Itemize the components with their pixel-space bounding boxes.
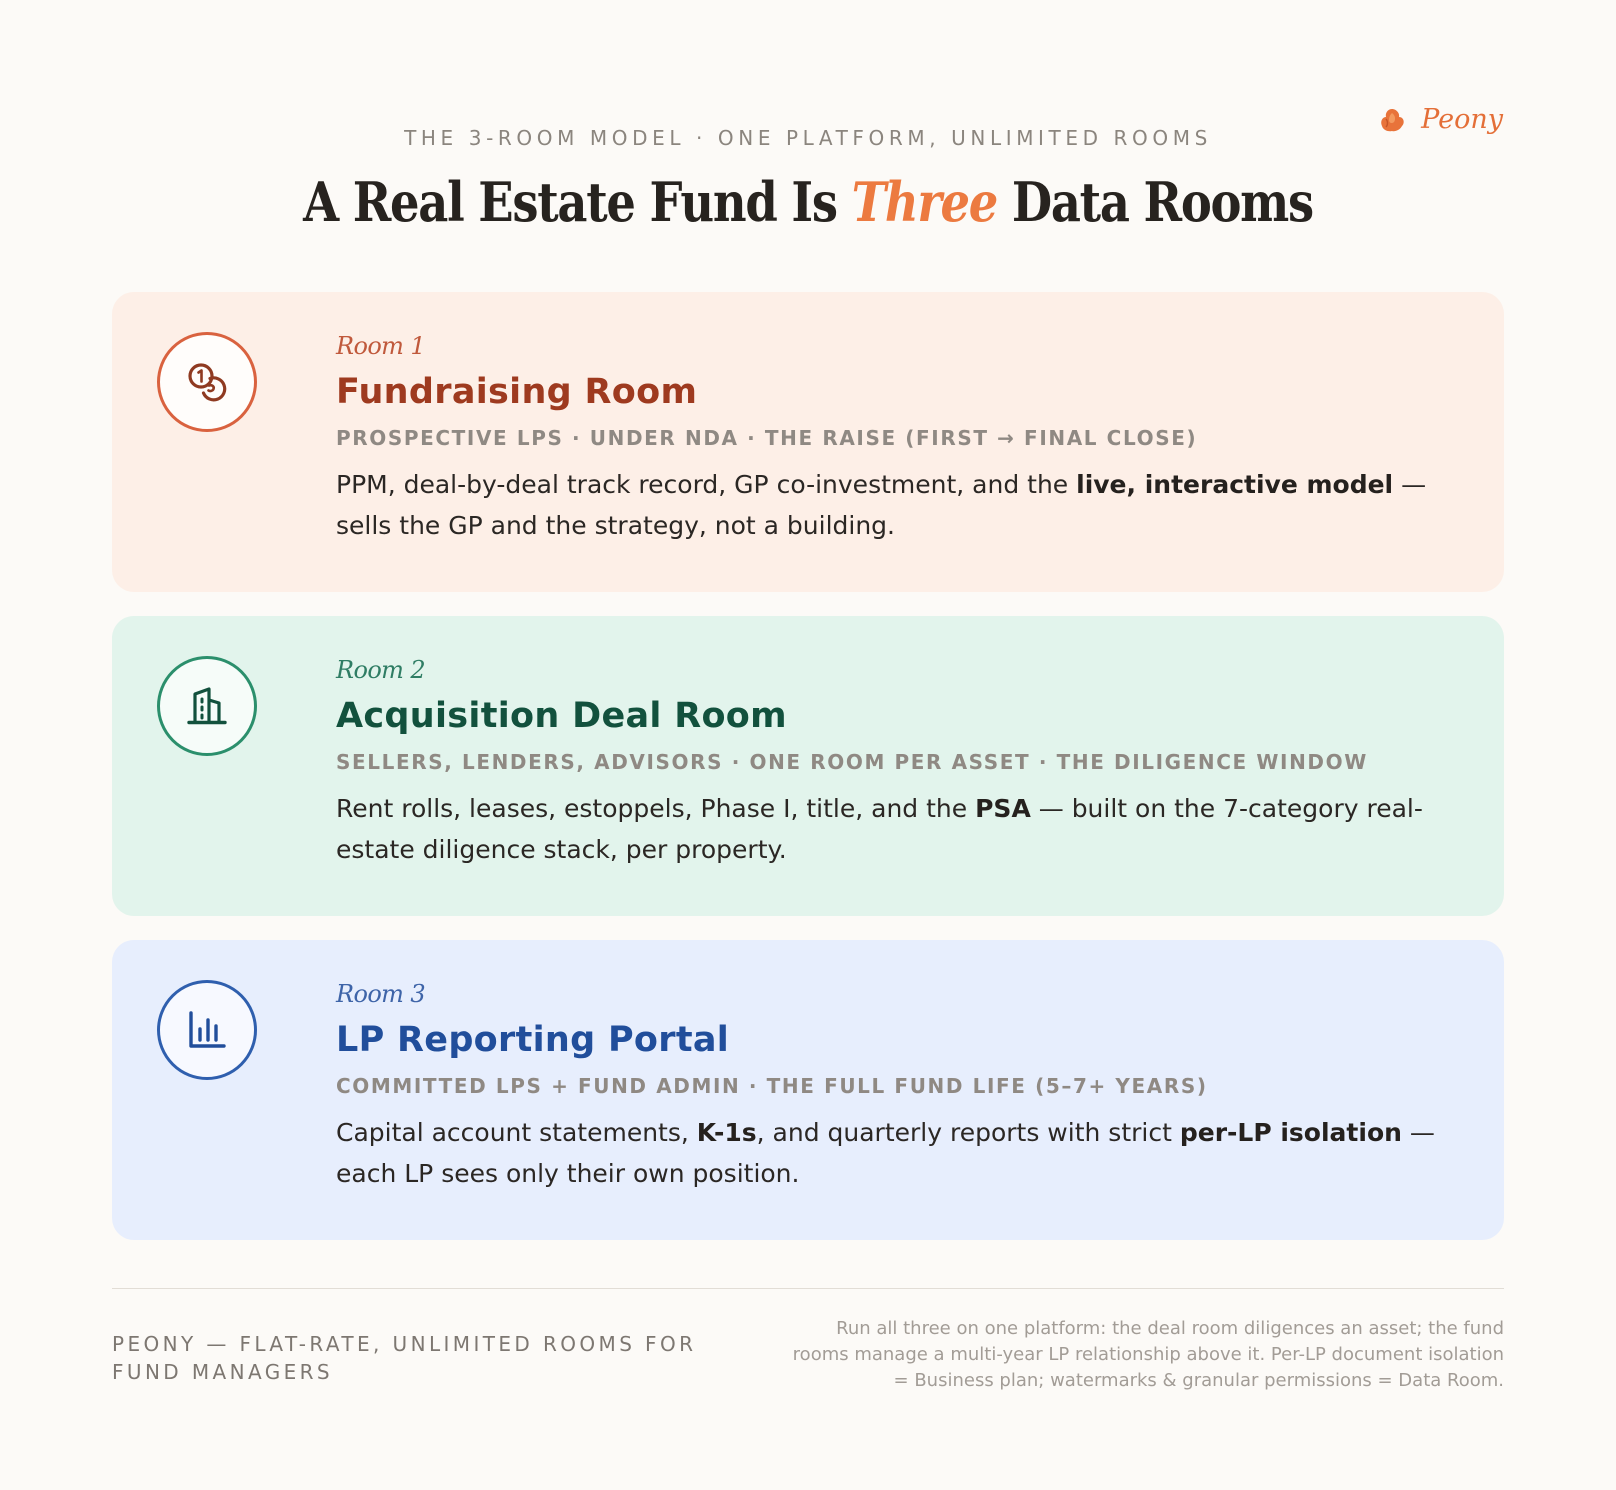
room-icon-ring [157, 656, 257, 756]
desc-text: — each LP sees only their own position. [336, 1118, 1435, 1188]
room-card-acquisition [112, 616, 1504, 916]
room-card-fundraising [112, 292, 1504, 592]
title-part-after: Data Rooms [997, 170, 1313, 234]
room-card-lp-reporting [112, 940, 1504, 1240]
desc-text: Capital account statements, [336, 1118, 697, 1147]
footer-note: Run all three on one platform: the deal room diligences an asset; the fund rooms manage a multi-year LP relationship above it. Per-LP document isolation = Business plan; watermarks & granular permissions = Data Room. [792, 1318, 1504, 1391]
room-title: Fundraising Room [336, 372, 698, 412]
title-accent-word: Three [851, 170, 998, 234]
desc-emphasis: per-LP isolation [1179, 1118, 1402, 1147]
brand-name: Peony [1421, 104, 1503, 135]
desc-text: , and quarterly reports with strict [756, 1118, 1180, 1147]
room-icon-ring [157, 332, 257, 432]
desc-emphasis: live, interactive model [1076, 470, 1394, 499]
room-title: Acquisition Deal Room [336, 696, 787, 736]
room-description [336, 788, 1446, 870]
room-audience-tagline: SELLERS, LENDERS, ADVISORS · ONE ROOM PER ASSET · THE DILIGENCE WINDOW [336, 750, 1368, 774]
room-number: Room 1 [336, 332, 426, 360]
desc-text: PPM, deal-by-deal track record, GP co-investment, and the [336, 470, 1077, 499]
desc-text: Rent rolls, leases, estoppels, Phase I, title, and the [336, 794, 976, 823]
room-number: Room 3 [336, 980, 426, 1008]
page-title [113, 170, 1503, 234]
room-body [336, 980, 1446, 1194]
desc-text: — built on the 7-category real-estate diligence stack, per property. [336, 794, 1423, 864]
page-eyebrow: THE 3-ROOM MODEL · ONE PLATFORM, UNLIMITED ROOMS [404, 126, 1212, 150]
room-description [336, 464, 1446, 546]
coins-icon [181, 356, 233, 408]
desc-emphasis: K-1s [696, 1118, 757, 1147]
room-audience-tagline: COMMITTED LPS + FUND ADMIN · THE FULL FUND LIFE (5–7+ YEARS) [336, 1074, 1208, 1098]
room-body [336, 332, 1446, 546]
footer-divider [112, 1288, 1504, 1289]
bar-chart-icon [181, 1004, 233, 1056]
room-icon-ring [157, 980, 257, 1080]
footer-tagline: PEONY — FLAT-RATE, UNLIMITED ROOMS FOR FUND MANAGERS [112, 1332, 697, 1384]
title-part-before: A Real Estate Fund Is [303, 170, 852, 234]
room-number: Room 2 [336, 656, 426, 684]
building-icon [181, 680, 233, 732]
room-description [336, 1112, 1446, 1194]
room-body [336, 656, 1446, 870]
desc-text: — sells the GP and the strategy, not a building. [336, 470, 1427, 540]
room-title: LP Reporting Portal [336, 1020, 730, 1060]
desc-emphasis: PSA [975, 794, 1031, 823]
room-audience-tagline: PROSPECTIVE LPS · UNDER NDA · THE RAISE (FIRST → FINAL CLOSE) [336, 426, 1198, 450]
